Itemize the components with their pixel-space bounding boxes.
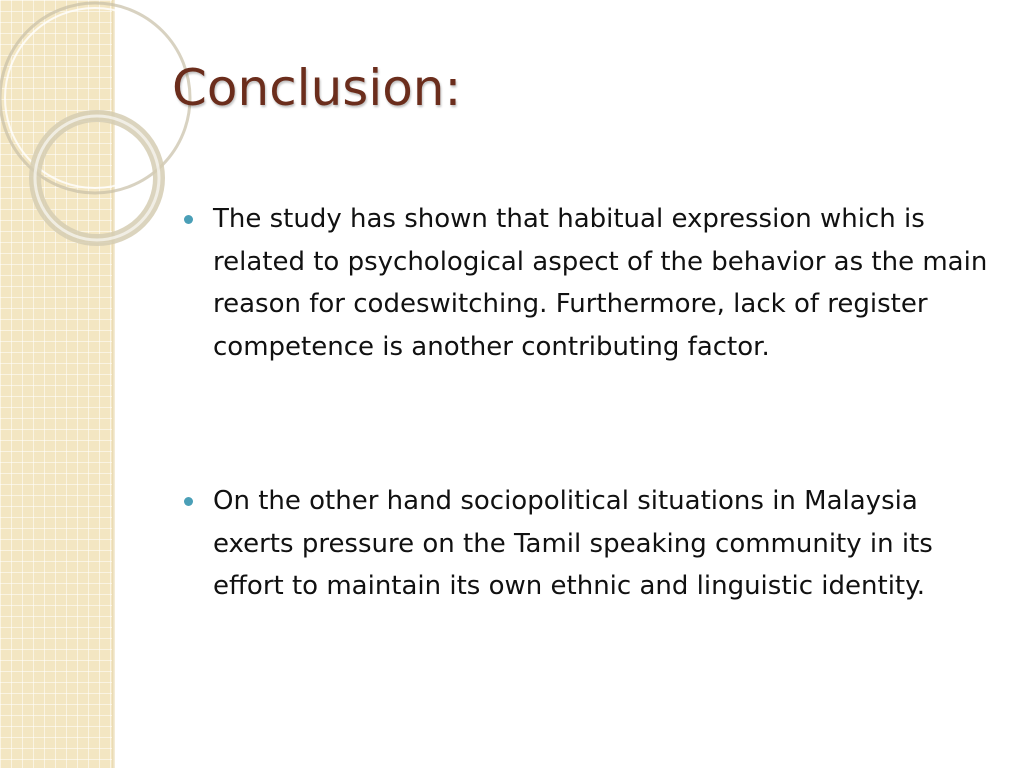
bullet-item: [182, 480, 992, 608]
bullet-dot-icon: [184, 215, 193, 224]
bullet-text: On the other hand sociopolitical situations in Malaysia exerts pressure on the Tamil speaking community in its effort to maintain its own ethnic and linguistic identity.: [213, 486, 933, 601]
bullet-item: [182, 198, 992, 368]
bullet-dot-icon: [184, 497, 193, 506]
bullet-text: The study has shown that habitual expression which is related to psychological aspect of the behavior as the main reason for codeswitching. Furthermore, lack of register competence is another contributing factor.: [213, 204, 988, 362]
slide-title: Conclusion:: [172, 59, 462, 117]
decorative-rings: [0, 0, 160, 260]
bullet-list: [182, 198, 992, 608]
